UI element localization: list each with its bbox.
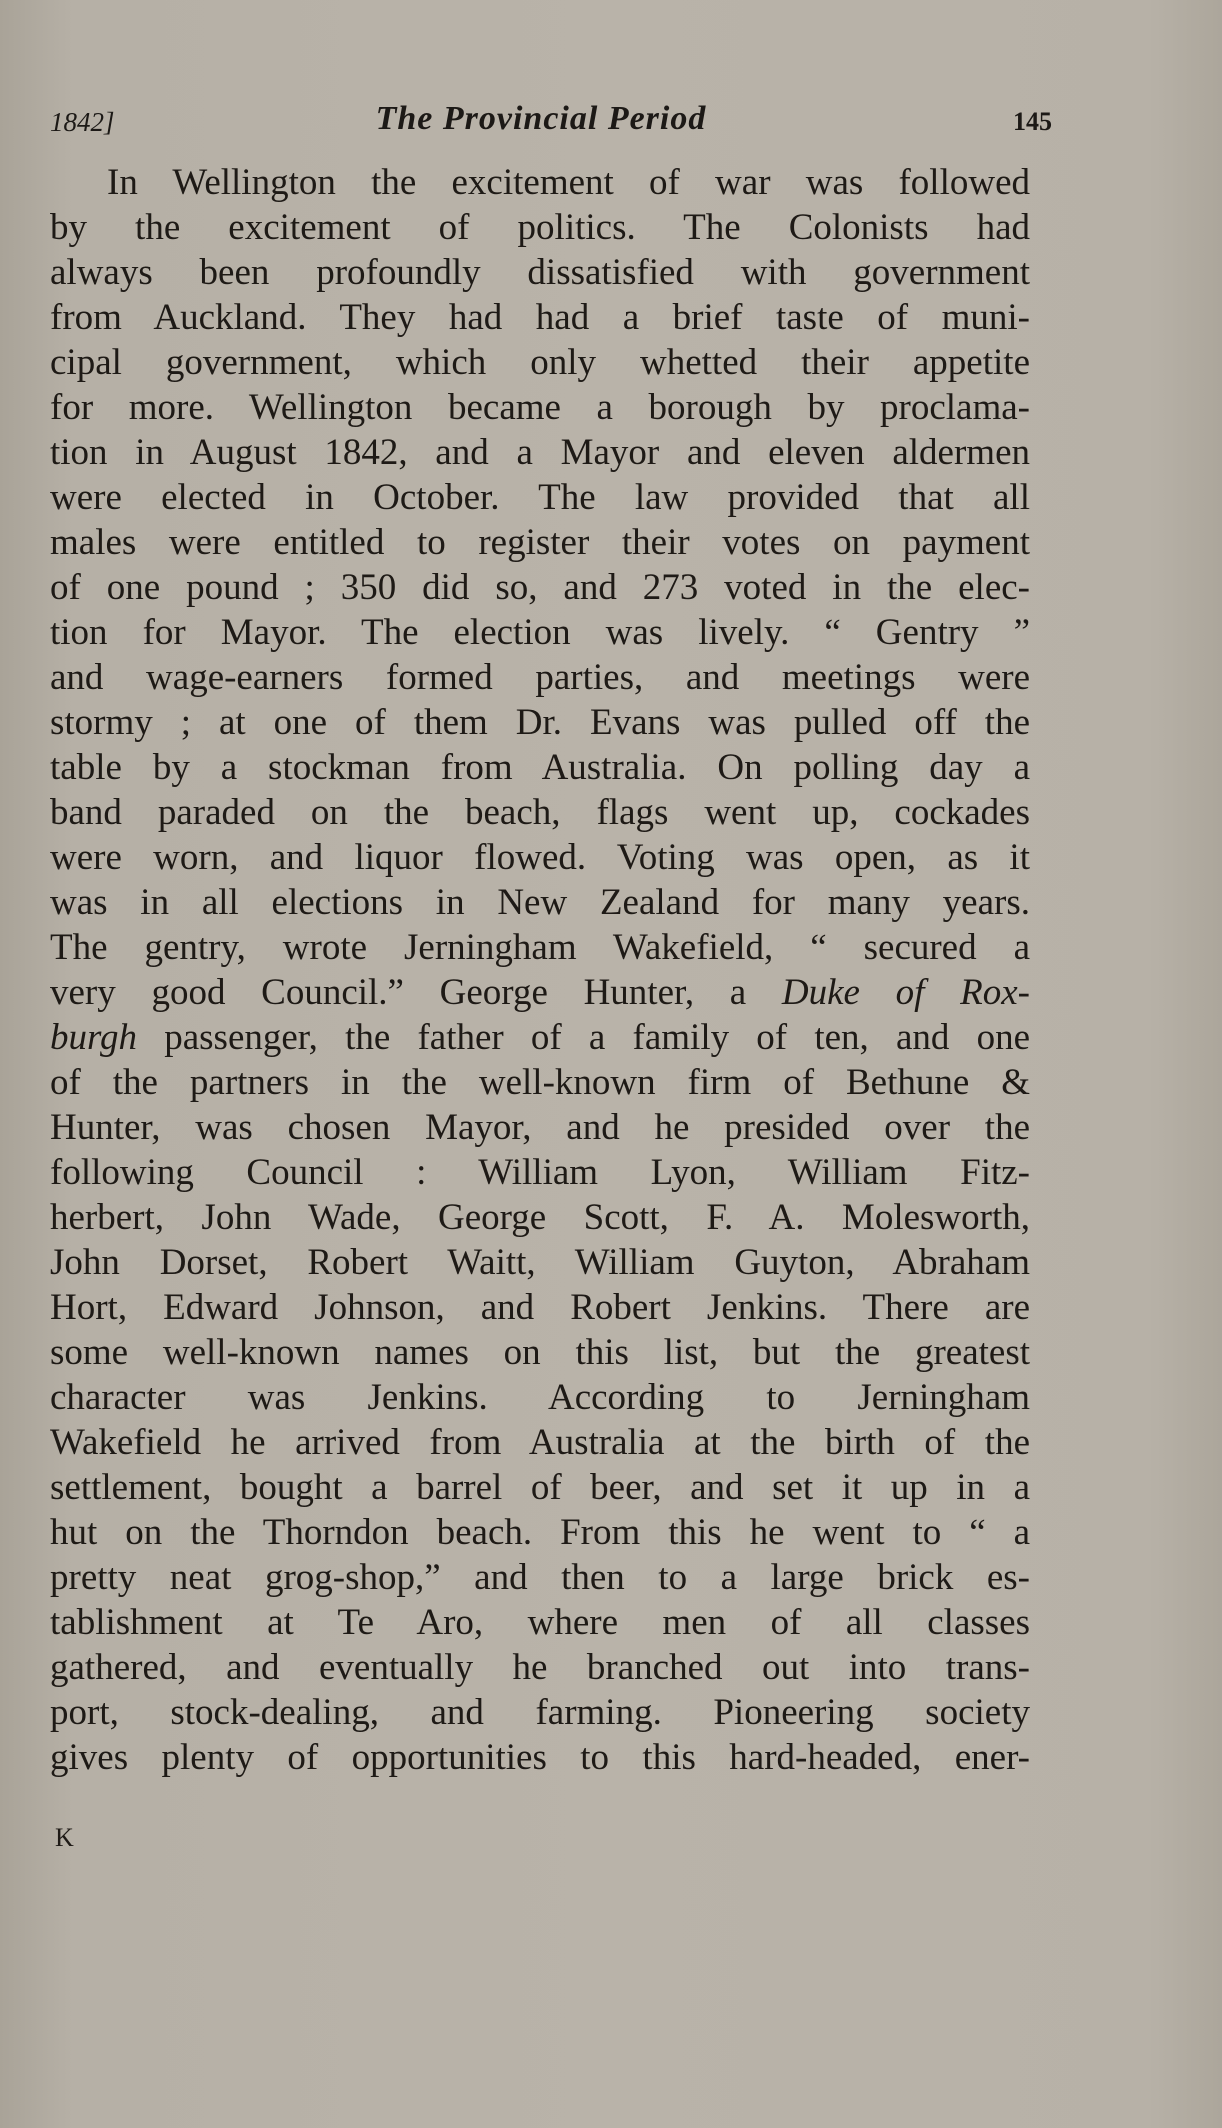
- text-line: Hort, Edward Johnson, and Robert Jenkins. There are: [50, 1287, 1030, 1328]
- text-line: herbert, John Wade, George Scott, F. A. Molesworth,: [50, 1197, 1030, 1238]
- signature-mark: K: [55, 1823, 74, 1852]
- text-line: pretty neat grog-shop,” and then to a large brick es-: [50, 1557, 1030, 1598]
- text-line: Hunter, was chosen Mayor, and he presided over the: [50, 1107, 1030, 1148]
- text-line: were worn, and liquor flowed. Voting was open, as it: [50, 837, 1030, 878]
- running-head: [50, 100, 1052, 146]
- text-line: table by a stockman from Australia. On polling day a: [50, 747, 1030, 788]
- text-line: by the excitement of politics. The Colonists had: [50, 207, 1030, 248]
- text-line: In Wellington the excitement of war was followed: [107, 162, 1030, 203]
- text-line: from Auckland. They had had a brief taste of muni-: [50, 297, 1030, 338]
- text-line: stormy ; at one of them Dr. Evans was pulled off the: [50, 702, 1030, 743]
- text-line: port, stock-dealing, and farming. Pioneering society: [50, 1692, 1030, 1733]
- page-number: 145: [1013, 107, 1052, 136]
- text-line: settlement, bought a barrel of beer, and set it up in a: [50, 1467, 1030, 1508]
- text-line: for more. Wellington became a borough by proclama-: [50, 387, 1030, 428]
- text-line: gathered, and eventually he branched out into trans-: [50, 1647, 1030, 1688]
- ship-name-italic: Duke of Rox-: [781, 972, 1030, 1013]
- text-line: some well-known names on this list, but the greatest: [50, 1332, 1030, 1373]
- text-line: John Dorset, Robert Waitt, William Guyton, Abraham: [50, 1242, 1030, 1283]
- text-line: very good Council.” George Hunter, a Duke of Rox-: [50, 972, 1030, 1013]
- text-line: tion for Mayor. The election was lively. “ Gentry ”: [50, 612, 1030, 653]
- text-line: following Council : William Lyon, William Fitz-: [50, 1152, 1030, 1193]
- text-line: always been profoundly dissatisfied with government: [50, 252, 1030, 293]
- running-head-year: 1842]: [50, 107, 115, 137]
- ship-name-italic: burgh: [50, 1017, 138, 1058]
- text-line: band paraded on the beach, flags went up, cockades: [50, 792, 1030, 833]
- text-line: tablishment at Te Aro, where men of all classes: [50, 1602, 1030, 1643]
- text-line: gives plenty of opportunities to this hard-headed, ener-: [50, 1737, 1030, 1778]
- text-line: The gentry, wrote Jerningham Wakefield, “ secured a: [50, 927, 1030, 968]
- text-line: was in all elections in New Zealand for many years.: [50, 882, 1030, 923]
- text-line: were elected in October. The law provided that all: [50, 477, 1030, 518]
- text-line: and wage-earners formed parties, and meetings were: [50, 657, 1030, 698]
- text-line: Wakefield he arrived from Australia at the birth of the: [50, 1422, 1030, 1463]
- text-line: cipal government, which only whetted their appetite: [50, 342, 1030, 383]
- text-line: burgh passenger, the father of a family of ten, and one: [50, 1017, 1030, 1058]
- text-line: character was Jenkins. According to Jerningham: [50, 1377, 1030, 1418]
- text-line: of one pound ; 350 did so, and 273 voted in the elec-: [50, 567, 1030, 608]
- running-head-title: The Provincial Period: [375, 100, 707, 137]
- text-line: tion in August 1842, and a Mayor and eleven aldermen: [50, 432, 1030, 473]
- body-paragraph: [50, 160, 1030, 1780]
- text-line: of the partners in the well-known firm of Bethune &: [50, 1062, 1030, 1103]
- text-line: hut on the Thorndon beach. From this he went to “ a: [50, 1512, 1030, 1553]
- text-line: males were entitled to register their votes on payment: [50, 522, 1030, 563]
